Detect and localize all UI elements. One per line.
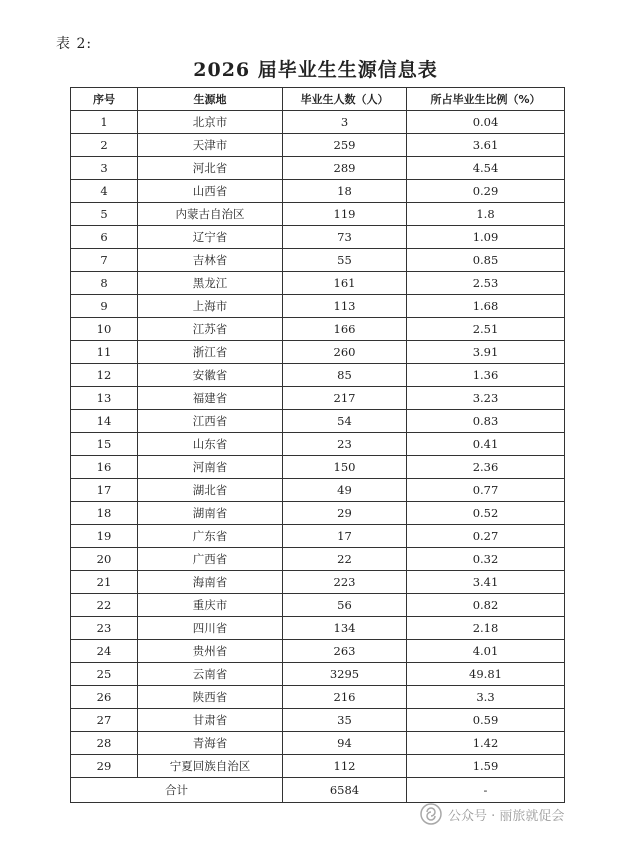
cell-count: 56: [283, 594, 407, 617]
cell-ratio: 4.54: [407, 157, 565, 180]
cell-count: 217: [283, 387, 407, 410]
cell-ratio: 0.04: [407, 111, 565, 134]
cell-ratio: 3.23: [407, 387, 565, 410]
total-row: [71, 778, 565, 803]
cell-index: 12: [71, 364, 138, 387]
table-row: [71, 663, 565, 686]
cell-count: 18: [283, 180, 407, 203]
cell-index: 6: [71, 226, 138, 249]
cell-origin: 广东省: [138, 525, 283, 548]
table-row: [71, 364, 565, 387]
table-row: [71, 180, 565, 203]
cell-ratio: 1.68: [407, 295, 565, 318]
cell-count: 3: [283, 111, 407, 134]
cell-origin: 福建省: [138, 387, 283, 410]
total-ratio: -: [407, 778, 565, 803]
table-row: [71, 709, 565, 732]
table-row: [71, 456, 565, 479]
cell-ratio: 1.42: [407, 732, 565, 755]
cell-count: 54: [283, 410, 407, 433]
cell-count: 161: [283, 272, 407, 295]
cell-count: 49: [283, 479, 407, 502]
cell-ratio: 0.85: [407, 249, 565, 272]
table-body: [71, 111, 565, 778]
cell-index: 26: [71, 686, 138, 709]
cell-count: 23: [283, 433, 407, 456]
table-row: [71, 755, 565, 778]
cell-index: 9: [71, 295, 138, 318]
cell-origin: 上海市: [138, 295, 283, 318]
table-row: [71, 249, 565, 272]
cell-origin: 四川省: [138, 617, 283, 640]
header-count: 毕业生人数（人）: [283, 88, 407, 111]
cell-origin: 贵州省: [138, 640, 283, 663]
cell-ratio: 0.59: [407, 709, 565, 732]
cell-index: 29: [71, 755, 138, 778]
cell-ratio: 0.27: [407, 525, 565, 548]
cell-origin: 吉林省: [138, 249, 283, 272]
cell-count: 289: [283, 157, 407, 180]
cell-origin: 湖北省: [138, 479, 283, 502]
watermark: [420, 802, 564, 826]
cell-origin: 山西省: [138, 180, 283, 203]
cell-index: 4: [71, 180, 138, 203]
cell-index: 16: [71, 456, 138, 479]
cell-origin: 云南省: [138, 663, 283, 686]
cell-ratio: 1.8: [407, 203, 565, 226]
table-row: [71, 295, 565, 318]
cell-index: 17: [71, 479, 138, 502]
cell-origin: 海南省: [138, 571, 283, 594]
cell-ratio: 2.53: [407, 272, 565, 295]
cell-ratio: 2.51: [407, 318, 565, 341]
cell-index: 20: [71, 548, 138, 571]
cell-index: 24: [71, 640, 138, 663]
cell-origin: 山东省: [138, 433, 283, 456]
source-table: [70, 87, 565, 803]
cell-ratio: 0.32: [407, 548, 565, 571]
cell-ratio: 0.77: [407, 479, 565, 502]
cell-count: 112: [283, 755, 407, 778]
cell-index: 25: [71, 663, 138, 686]
cell-count: 134: [283, 617, 407, 640]
cell-count: 216: [283, 686, 407, 709]
cell-count: 263: [283, 640, 407, 663]
cell-index: 14: [71, 410, 138, 433]
table-row: [71, 479, 565, 502]
cell-count: 22: [283, 548, 407, 571]
cell-count: 29: [283, 502, 407, 525]
cell-count: 119: [283, 203, 407, 226]
cell-ratio: 1.59: [407, 755, 565, 778]
cell-index: 21: [71, 571, 138, 594]
cell-index: 27: [71, 709, 138, 732]
cell-ratio: 3.91: [407, 341, 565, 364]
cell-ratio: 2.18: [407, 617, 565, 640]
table-row: [71, 318, 565, 341]
table-row: [71, 341, 565, 364]
cell-ratio: 3.61: [407, 134, 565, 157]
cell-ratio: 3.41: [407, 571, 565, 594]
cell-index: 5: [71, 203, 138, 226]
table-row: [71, 111, 565, 134]
cell-count: 94: [283, 732, 407, 755]
cell-origin: 重庆市: [138, 594, 283, 617]
cell-count: 85: [283, 364, 407, 387]
cell-count: 166: [283, 318, 407, 341]
cell-origin: 浙江省: [138, 341, 283, 364]
cell-origin: 宁夏回族自治区: [138, 755, 283, 778]
cell-origin: 河北省: [138, 157, 283, 180]
table-row: [71, 686, 565, 709]
table-row: [71, 157, 565, 180]
cell-ratio: 0.82: [407, 594, 565, 617]
cell-index: 13: [71, 387, 138, 410]
table-row: [71, 410, 565, 433]
table-row: [71, 732, 565, 755]
wechat-official-account-icon: [420, 803, 442, 825]
table-row: [71, 226, 565, 249]
cell-index: 11: [71, 341, 138, 364]
cell-index: 18: [71, 502, 138, 525]
cell-count: 73: [283, 226, 407, 249]
cell-count: 55: [283, 249, 407, 272]
cell-index: 23: [71, 617, 138, 640]
cell-index: 15: [71, 433, 138, 456]
cell-origin: 安徽省: [138, 364, 283, 387]
cell-ratio: 3.3: [407, 686, 565, 709]
table-row: [71, 617, 565, 640]
cell-index: 28: [71, 732, 138, 755]
cell-ratio: 1.09: [407, 226, 565, 249]
cell-origin: 江西省: [138, 410, 283, 433]
table-row: [71, 203, 565, 226]
cell-ratio: 2.36: [407, 456, 565, 479]
total-count: 6584: [283, 778, 407, 803]
cell-origin: 陕西省: [138, 686, 283, 709]
cell-origin: 广西省: [138, 548, 283, 571]
header-ratio: 所占毕业生比例（%）: [407, 88, 565, 111]
cell-origin: 湖南省: [138, 502, 283, 525]
cell-count: 260: [283, 341, 407, 364]
cell-origin: 内蒙古自治区: [138, 203, 283, 226]
cell-index: 2: [71, 134, 138, 157]
table-header-row: [71, 88, 565, 111]
watermark-text: 公众号 · 丽旅就促会: [448, 808, 565, 824]
cell-count: 113: [283, 295, 407, 318]
table-row: [71, 640, 565, 663]
table-row: [71, 571, 565, 594]
cell-count: 17: [283, 525, 407, 548]
table-row: [71, 594, 565, 617]
cell-origin: 天津市: [138, 134, 283, 157]
cell-index: 10: [71, 318, 138, 341]
cell-index: 1: [71, 111, 138, 134]
cell-origin: 青海省: [138, 732, 283, 755]
cell-ratio: 0.41: [407, 433, 565, 456]
cell-origin: 黑龙江: [138, 272, 283, 295]
cell-origin: 甘肃省: [138, 709, 283, 732]
cell-origin: 辽宁省: [138, 226, 283, 249]
cell-ratio: 0.29: [407, 180, 565, 203]
table-row: [71, 502, 565, 525]
cell-index: 19: [71, 525, 138, 548]
header-index: 序号: [71, 88, 138, 111]
table-row: [71, 272, 565, 295]
page-title: 2026 届毕业生生源信息表: [193, 59, 438, 81]
cell-ratio: 1.36: [407, 364, 565, 387]
cell-count: 35: [283, 709, 407, 732]
cell-ratio: 4.01: [407, 640, 565, 663]
total-label: 合计: [71, 778, 283, 803]
cell-count: 150: [283, 456, 407, 479]
cell-origin: 北京市: [138, 111, 283, 134]
cell-index: 22: [71, 594, 138, 617]
table-row: [71, 387, 565, 410]
cell-ratio: 0.52: [407, 502, 565, 525]
table-row: [71, 525, 565, 548]
cell-index: 7: [71, 249, 138, 272]
table-label: 表 2:: [56, 36, 93, 52]
header-origin: 生源地: [138, 88, 283, 111]
table-row: [71, 548, 565, 571]
table-row: [71, 134, 565, 157]
cell-index: 3: [71, 157, 138, 180]
cell-origin: 河南省: [138, 456, 283, 479]
cell-count: 259: [283, 134, 407, 157]
cell-ratio: 49.81: [407, 663, 565, 686]
cell-ratio: 0.83: [407, 410, 565, 433]
table-row: [71, 433, 565, 456]
cell-origin: 江苏省: [138, 318, 283, 341]
cell-count: 223: [283, 571, 407, 594]
cell-count: 3295: [283, 663, 407, 686]
cell-index: 8: [71, 272, 138, 295]
